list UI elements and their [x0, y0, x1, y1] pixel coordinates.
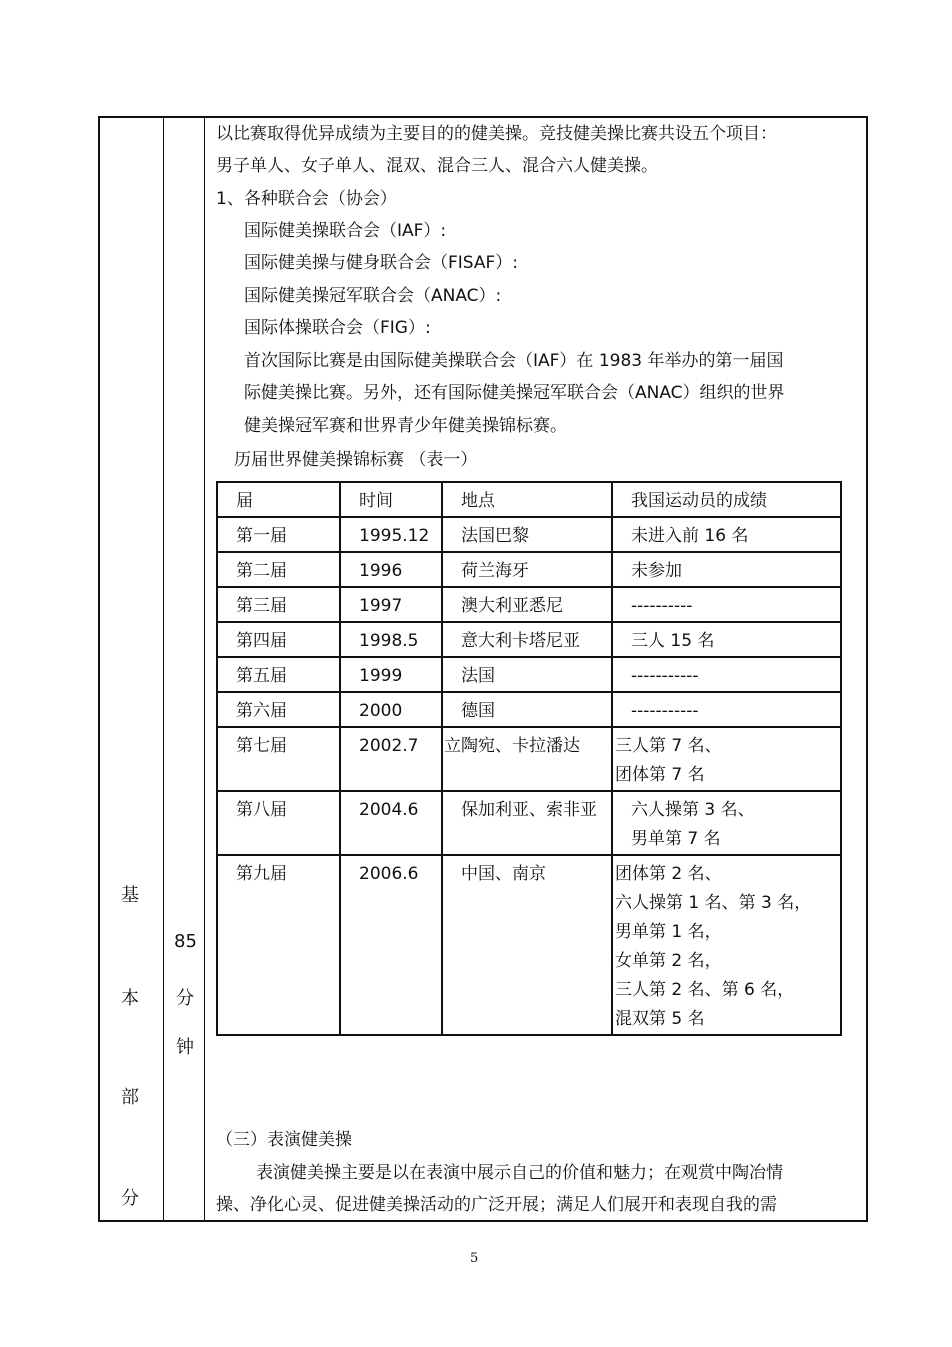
result-line: -----------: [631, 701, 699, 721]
header-cell: 时间: [340, 482, 442, 517]
history-text: 际健美操比赛。另外，还有国际健美操冠军联合会（ANAC）组织的世界: [244, 383, 785, 403]
result-line: 未进入前 16 名: [631, 526, 749, 546]
performance-text: 表演健美操主要是以在表演中展示自己的价值和魅力；在观赏中陶冶情: [256, 1163, 783, 1183]
result-cell: [612, 622, 841, 657]
federation-item: 国际健美操冠军联合会（ANAC）:: [244, 286, 502, 306]
place-cell: 保加利亚、索非亚: [442, 791, 612, 855]
edition-cell: 第一届: [217, 517, 340, 552]
result-line: 男单第 7 名: [631, 829, 721, 849]
result-cell: [612, 727, 841, 791]
edition-cell: 第八届: [217, 791, 340, 855]
page-number: 5: [470, 1251, 479, 1266]
header-cell: 地点: [442, 482, 612, 517]
result-line: -----------: [631, 666, 699, 686]
result-line: 三人 15 名: [631, 631, 715, 651]
time-cell: 1995.12: [340, 517, 442, 552]
place-cell: 意大利卡塔尼亚: [442, 622, 612, 657]
history-text: 健美操冠军赛和世界青少年健美操锦标赛。: [244, 416, 567, 436]
time-cell: 1999: [340, 657, 442, 692]
result-line: ----------: [631, 596, 693, 616]
table-row: [217, 657, 841, 692]
section-char: 分: [121, 1188, 139, 1209]
duration-char: 分: [176, 988, 194, 1009]
time-cell: 2002.7: [340, 727, 442, 791]
edition-cell: 第二届: [217, 552, 340, 587]
section-char: 基: [121, 885, 139, 906]
section-char: 部: [121, 1087, 139, 1108]
edition-cell: 第九届: [217, 855, 340, 1035]
duration-value: 85: [174, 931, 197, 952]
place-cell: 澳大利亚悉尼: [442, 587, 612, 622]
result-line: 未参加: [631, 561, 682, 581]
header-cell: 届: [217, 482, 340, 517]
result-line: 团体第 2 名、: [615, 864, 722, 884]
result-line: 团体第 7 名: [615, 765, 705, 785]
intro-text: 以比赛取得优异成绩为主要目的的健美操。竞技健美操比赛共设五个项目：: [216, 124, 777, 144]
table-row: [217, 552, 841, 587]
championships-table: [216, 481, 842, 1036]
edition-cell: 第六届: [217, 692, 340, 727]
result-line: 三人第 2 名、第 6 名，: [615, 980, 795, 1000]
place-cell: 中国、南京: [442, 855, 612, 1035]
result-cell: [612, 552, 841, 587]
table-row: [217, 692, 841, 727]
time-cell: 2004.6: [340, 791, 442, 855]
table-row: [217, 622, 841, 657]
edition-cell: 第五届: [217, 657, 340, 692]
place-cell: 荷兰海牙: [442, 552, 612, 587]
result-cell: [612, 692, 841, 727]
duration-char: 钟: [176, 1037, 194, 1058]
table-caption: 历届世界健美操锦标赛 （表一）: [234, 450, 478, 470]
place-cell: 法国: [442, 657, 612, 692]
federation-item: 国际体操联合会（FIG）:: [244, 318, 431, 338]
table-row: [217, 855, 841, 1035]
performance-text: 操、净化心灵、促进健美操活动的广泛开展；满足人们展开和表现自我的需: [216, 1195, 777, 1215]
lesson-plan-table: [98, 116, 868, 1222]
time-cell: 1996: [340, 552, 442, 587]
result-cell: [612, 855, 841, 1035]
table-row: [217, 791, 841, 855]
result-line: 三人第 7 名、: [615, 736, 722, 756]
result-cell: [612, 657, 841, 692]
table-header-row: [217, 482, 841, 517]
federations-heading: 1、各种联合会（协会）: [216, 189, 397, 209]
result-cell: [612, 791, 841, 855]
intro-text: 男子单人、女子单人、混双、混合三人、混合六人健美操。: [216, 156, 658, 176]
edition-cell: 第四届: [217, 622, 340, 657]
result-line: 混双第 5 名: [615, 1009, 705, 1029]
header-cell: 我国运动员的成绩: [612, 482, 841, 517]
time-cell: 1998.5: [340, 622, 442, 657]
result-cell: [612, 587, 841, 622]
history-text: 首次国际比赛是由国际健美操联合会（IAF）在 1983 年举办的第一届国: [244, 351, 784, 371]
table-row: [217, 727, 841, 791]
column-divider: [204, 118, 205, 1220]
federation-item: 国际健美操联合会（IAF）:: [244, 221, 447, 241]
table-row: [217, 587, 841, 622]
column-divider: [163, 118, 164, 1220]
result-line: 男单第 1 名，: [615, 922, 722, 942]
place-cell: 德国: [442, 692, 612, 727]
performance-heading: （三）表演健美操: [216, 1130, 352, 1150]
section-char: 本: [121, 988, 139, 1009]
edition-cell: 第三届: [217, 587, 340, 622]
result-line: 六人操第 1 名、第 3 名，: [615, 893, 812, 913]
edition-cell: 第七届: [217, 727, 340, 791]
federation-item: 国际健美操与健身联合会（FISAF）:: [244, 253, 519, 273]
result-line: 女单第 2 名，: [615, 951, 722, 971]
time-cell: 2006.6: [340, 855, 442, 1035]
place-cell: 立陶宛、卡拉潘达: [442, 727, 612, 791]
result-line: 六人操第 3 名、: [631, 800, 755, 820]
table-row: [217, 517, 841, 552]
time-cell: 1997: [340, 587, 442, 622]
time-cell: 2000: [340, 692, 442, 727]
place-cell: 法国巴黎: [442, 517, 612, 552]
result-cell: [612, 517, 841, 552]
